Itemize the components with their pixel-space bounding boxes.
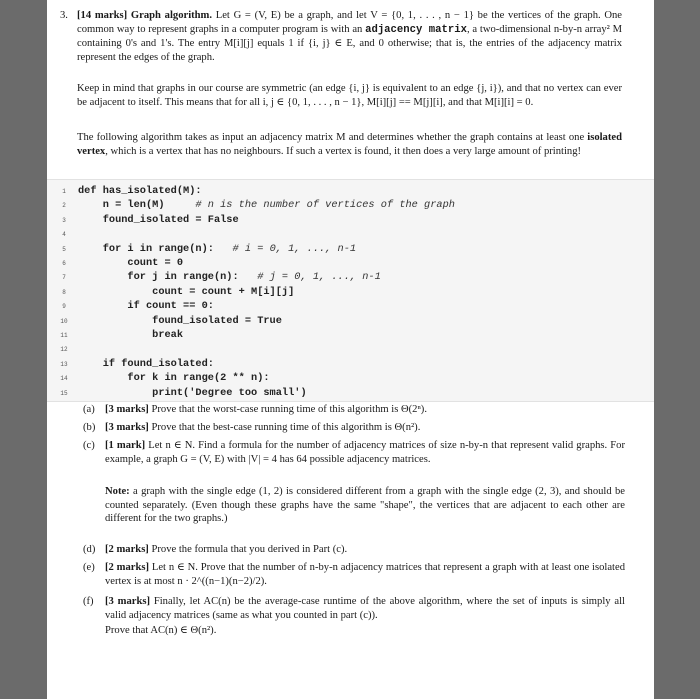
subquestion-text (105, 624, 625, 638)
adjacency-matrix-term: adjacency matrix (365, 23, 467, 36)
code-line (47, 256, 654, 271)
code-line (47, 227, 654, 242)
subquestion-text (105, 439, 625, 466)
subquestion-marks: [3 marks] (105, 422, 149, 433)
line-number: 15 (60, 389, 68, 397)
code-line (47, 285, 654, 300)
subquestion-body: a graph with the single edge (1, 2) is considered different from a graph with the single edge (2, 3), and should be counted separately. (Even though these graphs have the same "shape", the vertices that are adjacent to each other are different for the two graphs.) (105, 486, 625, 525)
subquestion-body: Let n ∈ N. Find a formula for the number of adjacency matrices of size n-by-n that represent valid graphs. For example, a graph G = (V, E) with |V| = 4 has 64 possible adjacency matrices. (105, 440, 625, 465)
code-text (78, 213, 239, 228)
subquestion-text (105, 543, 625, 557)
code-comment: # n is the number of vertices of the graph (164, 199, 455, 212)
line-number: 5 (62, 245, 66, 253)
subquestion-marks: [2 marks] (105, 544, 149, 555)
code-block (47, 179, 654, 402)
code-line (47, 299, 654, 314)
code-statement: if found_isolated: (78, 357, 214, 370)
code-statement: count = 0 (78, 257, 184, 269)
subquestion-body: Prove the formula that you derived in Part (c). (148, 544, 348, 555)
code-line (47, 342, 654, 357)
code-statement: break (78, 329, 184, 341)
code-statement: n = len(M) (78, 199, 165, 212)
code-comment: # i = 0, 1, ..., n-1 (213, 242, 357, 255)
line-number: 10 (60, 317, 68, 325)
subquestion-body: Finally, let AC(n) be the average-case runtime of the above algorithm, where the set of inputs is simply all valid adjacency matrices (same as what you counted in part (c)). (105, 596, 625, 621)
subquestion-text (105, 595, 625, 622)
code-text (78, 285, 294, 300)
intro-text-2: , a two-dimensional n-by-n array² M containing 0's and 1's. The entry M[i][j] equals 1 if {i, j} ∈ E, and 0 otherwise; that is, the entries of the adjacency matrix represent the edges of the graph. (77, 23, 623, 63)
question-title: Graph algorithm. (130, 10, 213, 21)
line-number: 7 (62, 274, 66, 282)
subquestion-text (105, 561, 625, 588)
code-line (47, 371, 654, 386)
line-number: 8 (62, 288, 66, 296)
intro-text: Let G = (V, E) be a graph, and let V = {0, 1, . . . , n − 1} be the vertices of the graph. One common way to represent graphs in a computer program is with an (77, 10, 623, 35)
subquestion-marks: Note: (105, 486, 130, 497)
code-text (78, 256, 183, 271)
subquestion-label: (b) (83, 422, 96, 433)
code-line (47, 328, 654, 343)
line-number: 12 (60, 346, 68, 354)
code-line (47, 184, 654, 199)
code-line (47, 270, 654, 285)
code-text (78, 299, 214, 314)
code-line (47, 198, 654, 213)
subquestion-marks: [1 mark] (105, 440, 146, 451)
subquestion-marks: [3 marks] (105, 404, 149, 415)
subquestion-label: (e) (83, 562, 95, 573)
code-text (78, 357, 214, 372)
question-marks: [14 marks] (77, 10, 128, 21)
line-number: 11 (60, 332, 68, 339)
subquestion-label: (c) (83, 440, 95, 451)
code-line (47, 213, 654, 228)
algorithm-paragraph (77, 131, 622, 158)
line-number: 14 (60, 375, 68, 383)
code-statement: for j in range(n): (78, 271, 239, 284)
code-comment: # j = 0, 1, ..., n-1 (238, 271, 381, 284)
code-text (78, 270, 381, 285)
line-number: 2 (62, 202, 66, 210)
algorithm-text-a: The following algorithm takes as input an adjacency matrix M and determines whether the graph contains at least one (77, 132, 585, 143)
line-number: 4 (62, 231, 66, 239)
code-statement: print('Degree too small') (78, 386, 307, 399)
question-intro (77, 9, 622, 64)
subquestion-marks: [2 marks] (105, 562, 150, 573)
isolated-vertex-term: isolated vertex (77, 132, 622, 157)
algorithm-text-b: , which is a vertex that has no neighbours. If such a vertex is found, it then does a very large amount of printing! (105, 145, 582, 157)
symmetry-paragraph: Keep in mind that graphs in our course are symmetric (an edge {i, j} is equivalent to an edge {j, i}), and that no vertex can ever be adjacent to itself. This means that for all i, j ∈ {0, 1, . . . , n − 1}, M[i][j] == M[j][i], and that M[i][i] = 0. (77, 83, 622, 108)
code-line (47, 357, 654, 372)
question-number: 3. (60, 10, 68, 21)
code-statement: found_isolated = True (78, 314, 282, 327)
subquestion-body: Prove that the best-case running time of this algorithm is Θ(n²). (148, 422, 421, 433)
subquestion-text (105, 421, 625, 435)
code-text (78, 198, 455, 213)
code-text (78, 371, 270, 386)
code-statement: if count == 0: (78, 300, 214, 313)
code-statement: def has_isolated(M): (78, 185, 202, 197)
code-statement: count = count + M[i][j] (78, 285, 295, 298)
subquestion-marks: [3 marks] (105, 596, 151, 607)
code-text (78, 184, 202, 199)
subquestion-text (105, 485, 625, 526)
code-text (78, 242, 356, 257)
line-number: 6 (62, 260, 66, 267)
subquestion-label: (a) (83, 404, 95, 415)
code-text (78, 386, 307, 401)
code-statement: for k in range(2 ** n): (78, 372, 270, 385)
subquestion-body: Let n ∈ N. Prove that the number of n-by-n adjacency matrices that represent a graph with at least one isolated vertex is at most n · 2^((n−1)(n−2)/2). (105, 562, 625, 587)
line-number: 1 (62, 188, 66, 195)
line-number: 3 (62, 216, 66, 224)
code-line (47, 242, 654, 257)
code-text (78, 314, 282, 329)
line-number: 13 (60, 360, 68, 368)
subquestion-text (105, 403, 625, 417)
line-number: 9 (62, 303, 66, 311)
subquestion-body: Prove that AC(n) ∈ Θ(n²). (105, 625, 217, 636)
code-statement: for i in range(n): (78, 242, 214, 255)
document-page (47, 0, 654, 699)
subquestion-body: Prove that the worst-case running time of this algorithm is Θ(2ⁿ). (148, 404, 427, 415)
code-line (47, 386, 654, 401)
subquestion-label: (f) (83, 596, 94, 607)
code-statement: found_isolated = False (78, 213, 239, 226)
code-line (47, 314, 654, 329)
subquestion-label: (d) (83, 544, 96, 555)
code-text (78, 328, 183, 343)
